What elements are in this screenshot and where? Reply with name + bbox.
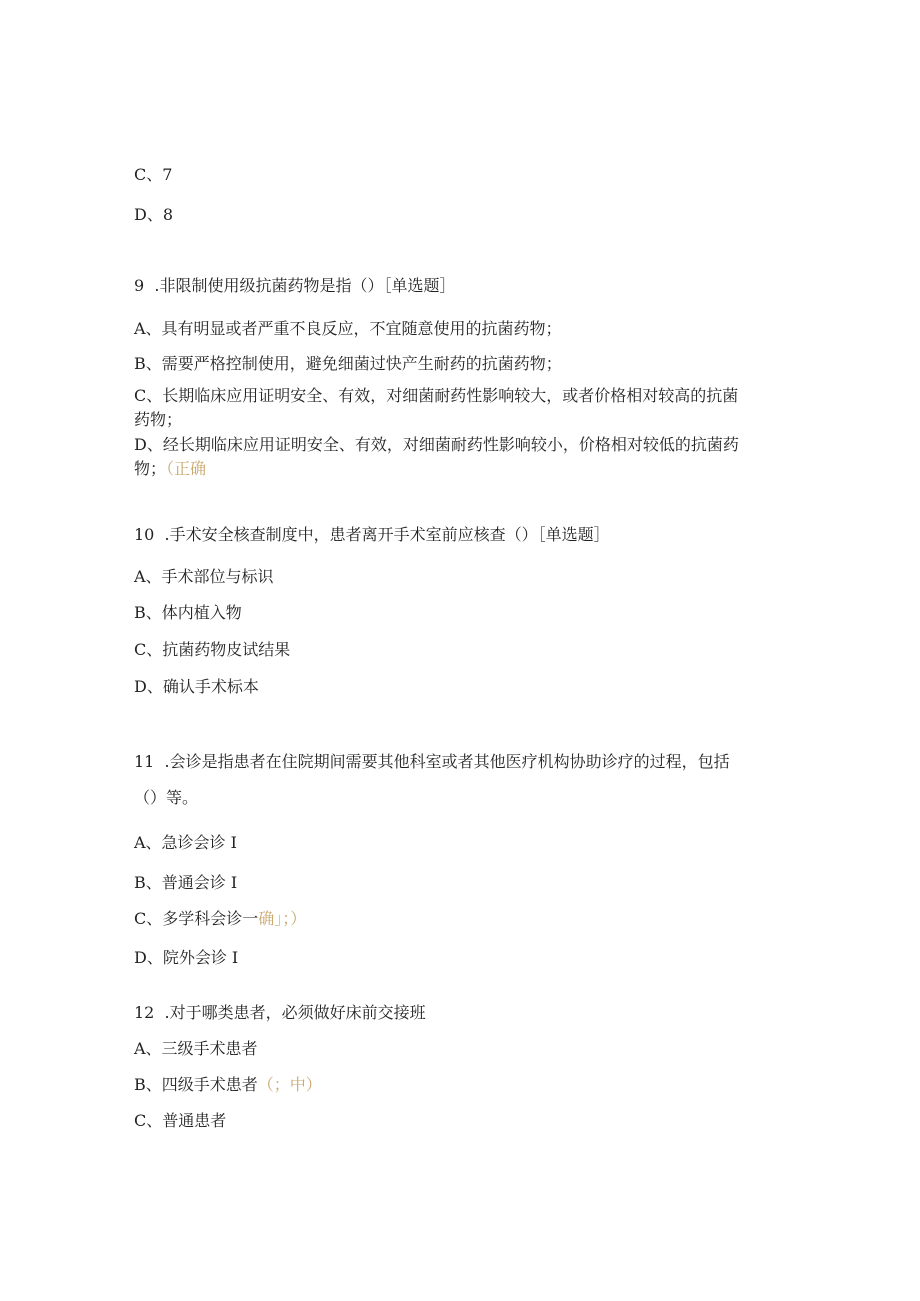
option-c-q11: C、多学科会诊一确」；） <box>134 909 307 928</box>
question-9-title: 9 .非限制使用级抗菌药物是指（）［单选题］ <box>134 276 456 295</box>
question-11-title: 11 .会诊是指患者在住院期间需要其他科室或者其他医疗机构协助诊疗的过程，包括 <box>134 752 730 771</box>
option-d-q8: D、8 <box>134 205 174 224</box>
answer-mark: 确」；） <box>258 909 307 928</box>
option-d-q9: D、经长期临床应用证明安全、有效，对细菌耐药性影响较小，价格相对较低的抗菌药 <box>134 435 739 454</box>
option-b-q9: B、需要严格控制使用，避免细菌过快产生耐药的抗菌药物； <box>134 354 562 373</box>
question-10-title: 10 .手术安全核查制度中，患者离开手术室前应核查（）［单选题］ <box>134 525 610 544</box>
option-a-q12: A、三级手术患者 <box>134 1039 258 1058</box>
option-c-q10: C、抗菌药物皮试结果 <box>134 640 291 659</box>
option-c-q9: C、长期临床应用证明安全、有效，对细菌耐药性影响较大，或者价格相对较高的抗菌 <box>134 386 739 405</box>
option-a-q11: A、急诊会诊 I <box>134 833 237 852</box>
option-a-q10: A、手术部位与标识 <box>134 567 274 586</box>
option-d-q11: D、院外会诊 I <box>134 948 239 967</box>
answer-mark: （；中） <box>257 1075 322 1094</box>
question-11-cont: （）等。 <box>134 788 199 807</box>
option-d-q10: D、确认手术标本 <box>134 677 259 696</box>
option-a-q9: A、具有明显或者严重不良反应，不宜随意使用的抗菌药物； <box>134 319 562 338</box>
option-b-q11: B、普通会诊 I <box>134 873 238 892</box>
option-c-q9-cont: 药物； <box>134 410 183 429</box>
option-c-q8: C、7 <box>134 165 173 184</box>
option-c-q12: C、普通患者 <box>134 1111 227 1130</box>
question-12-title: 12 .对于哪类患者，必须做好床前交接班 <box>134 1003 426 1022</box>
option-b-q10: B、体内植入物 <box>134 603 242 622</box>
answer-mark: （正确 <box>166 459 207 478</box>
option-b-q12: B、四级手术患者（；中） <box>134 1075 322 1094</box>
option-d-q9-cont: 物；（正确 <box>134 459 207 478</box>
